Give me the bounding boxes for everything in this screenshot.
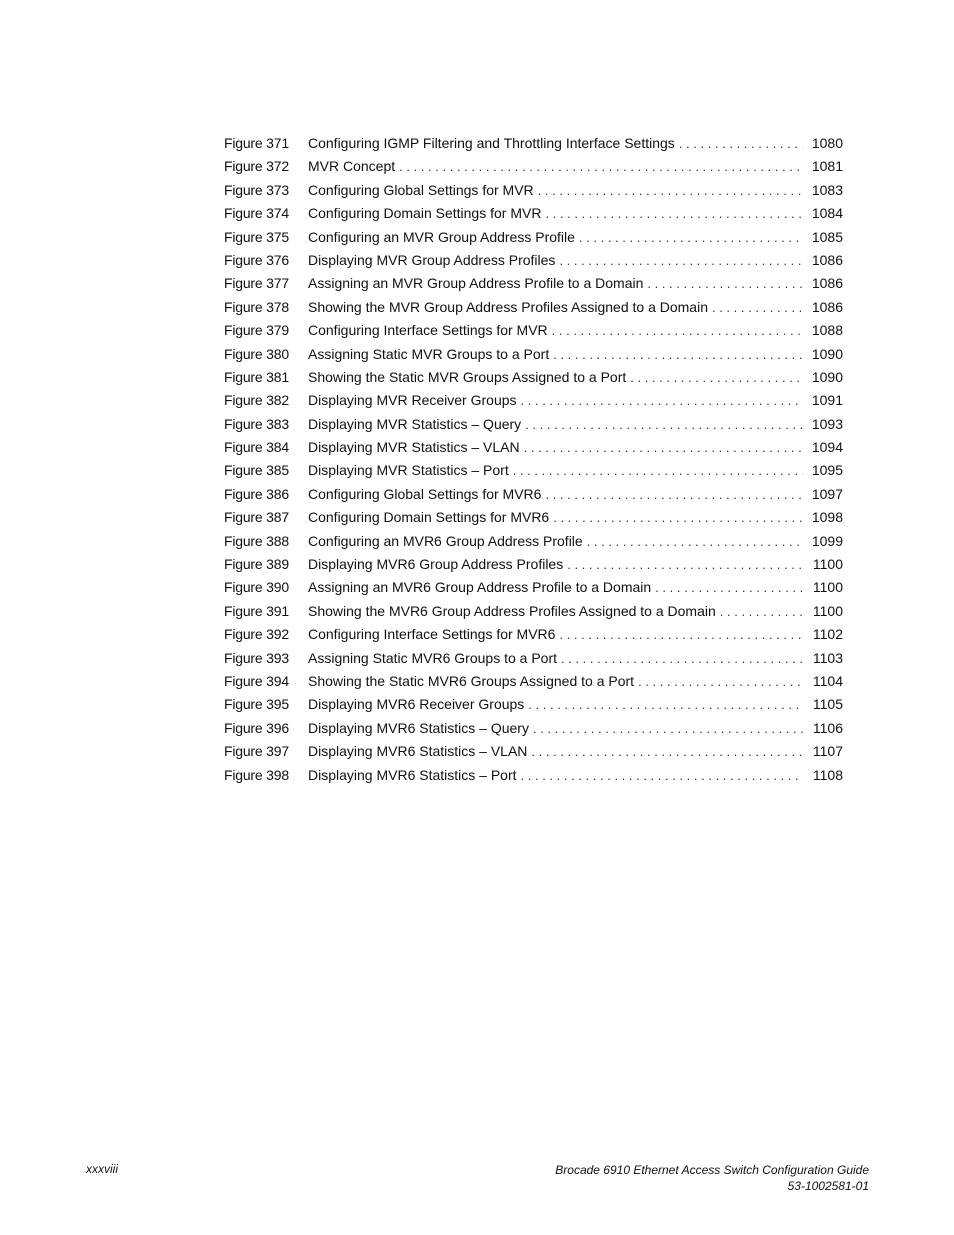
toc-entry[interactable] xyxy=(224,132,843,155)
toc-entry[interactable] xyxy=(224,576,843,599)
figure-page-number: 1102 xyxy=(812,626,843,643)
figure-title: Showing the Static MVR Groups Assigned to a Port xyxy=(308,368,627,385)
dot-leader xyxy=(561,647,803,670)
toc-entry[interactable] xyxy=(224,600,843,623)
toc-entry[interactable] xyxy=(224,389,843,412)
figure-label: Figure 394 xyxy=(224,672,289,689)
toc-entry[interactable] xyxy=(224,226,843,249)
figure-page-number: 1098 xyxy=(811,509,843,526)
figure-page-number: 1106 xyxy=(812,719,843,736)
figure-label: Figure 387 xyxy=(224,509,289,526)
figure-page-number: 1104 xyxy=(812,672,843,689)
dot-leader xyxy=(531,740,803,763)
dot-leader xyxy=(552,319,803,342)
dot-leader xyxy=(647,272,803,295)
figure-label: Figure 371 xyxy=(224,135,289,151)
figure-label: Figure 379 xyxy=(224,322,289,339)
figure-label: Figure 385 xyxy=(224,462,289,479)
dot-leader xyxy=(630,366,803,389)
toc-entry[interactable] xyxy=(224,343,843,366)
figure-page-number: 1100 xyxy=(812,602,843,619)
figure-page-number: 1108 xyxy=(812,766,843,783)
figure-page-number: 1080 xyxy=(811,135,843,151)
figure-title: Showing the MVR6 Group Address Profiles Assigned to a Domain xyxy=(308,602,716,619)
figure-label: Figure 376 xyxy=(224,251,289,268)
toc-entry[interactable] xyxy=(224,740,843,763)
footer-document-info xyxy=(555,1162,869,1194)
dot-leader xyxy=(587,530,803,553)
figure-title: Configuring Interface Settings for MVR6 xyxy=(308,626,556,643)
toc-entry[interactable] xyxy=(224,413,843,436)
figure-title: Displaying MVR6 Statistics – VLAN xyxy=(308,743,528,760)
toc-entry[interactable] xyxy=(224,249,843,272)
dot-leader xyxy=(521,389,803,412)
figure-title: Showing the MVR Group Address Profiles Assigned to a Domain xyxy=(308,298,708,315)
figure-title: Assigning an MVR Group Address Profile to a Domain xyxy=(308,275,644,292)
dot-leader xyxy=(559,249,803,272)
figure-label: Figure 386 xyxy=(224,485,289,502)
figure-label: Figure 396 xyxy=(224,719,289,736)
figure-title: Displaying MVR6 Group Address Profiles xyxy=(308,556,564,573)
dot-leader xyxy=(559,623,803,646)
figure-label: Figure 377 xyxy=(224,275,289,292)
figure-page-number: 1105 xyxy=(812,696,843,713)
figure-label: Figure 378 xyxy=(224,298,289,315)
toc-entry[interactable] xyxy=(224,366,843,389)
toc-entry[interactable] xyxy=(224,553,843,576)
footer-guide-title: Brocade 6910 Ethernet Access Switch Configuration Guide xyxy=(555,1163,869,1177)
figure-title: Showing the Static MVR6 Groups Assigned to a Port xyxy=(308,672,635,689)
dot-leader xyxy=(524,436,803,459)
figure-label: Figure 390 xyxy=(224,579,289,596)
figure-page-number: 1097 xyxy=(811,485,843,502)
figure-title: Configuring Global Settings for MVR xyxy=(308,181,534,198)
figure-page-number: 1095 xyxy=(811,462,843,479)
figure-label: Figure 381 xyxy=(224,368,289,385)
footer-doc-number: 53-1002581-01 xyxy=(787,1179,869,1193)
figure-label: Figure 395 xyxy=(224,696,289,713)
figure-title: Configuring Domain Settings for MVR6 xyxy=(308,509,550,526)
figure-title: Configuring Interface Settings for MVR xyxy=(308,322,548,339)
figure-title: Assigning Static MVR6 Groups to a Port xyxy=(308,649,557,666)
figure-page-number: 1100 xyxy=(812,556,843,573)
toc-entry[interactable] xyxy=(224,272,843,295)
dot-leader xyxy=(528,693,803,716)
figure-label: Figure 382 xyxy=(224,392,289,409)
figure-title: Configuring Domain Settings for MVR xyxy=(308,205,542,222)
figure-page-number: 1090 xyxy=(811,345,843,362)
dot-leader xyxy=(638,670,803,693)
toc-entry[interactable] xyxy=(224,155,843,178)
figure-page-number: 1099 xyxy=(811,532,843,549)
toc-entry[interactable] xyxy=(224,296,843,319)
toc-entry[interactable] xyxy=(224,530,843,553)
figure-page-number: 1094 xyxy=(811,439,843,456)
toc-entry[interactable] xyxy=(224,506,843,529)
toc-entry[interactable] xyxy=(224,202,843,225)
figure-page-number: 1093 xyxy=(811,415,843,432)
toc-entry[interactable] xyxy=(224,483,843,506)
dot-leader xyxy=(525,413,803,436)
figure-title: Configuring IGMP Filtering and Throttling Interface Settings xyxy=(308,135,675,151)
figure-page-number: 1091 xyxy=(811,392,843,409)
figure-page-number: 1085 xyxy=(811,228,843,245)
figure-title: Displaying MVR Group Address Profiles xyxy=(308,251,556,268)
figure-title: Assigning an MVR6 Group Address Profile to a Domain xyxy=(308,579,652,596)
figure-label: Figure 383 xyxy=(224,415,289,432)
figure-label: Figure 372 xyxy=(224,158,289,175)
dot-leader xyxy=(545,202,803,225)
toc-entry[interactable] xyxy=(224,179,843,202)
figure-label: Figure 398 xyxy=(224,766,289,783)
toc-entry[interactable] xyxy=(224,436,843,459)
dot-leader xyxy=(553,343,803,366)
dot-leader xyxy=(553,506,803,529)
dot-leader xyxy=(521,764,803,787)
figure-title: MVR Concept xyxy=(308,158,396,175)
dot-leader xyxy=(679,132,803,155)
figure-title: Configuring an MVR Group Address Profile xyxy=(308,228,575,245)
toc-entry[interactable] xyxy=(224,623,843,646)
figure-page-number: 1084 xyxy=(811,205,843,222)
figure-page-number: 1103 xyxy=(812,649,843,666)
figure-label: Figure 373 xyxy=(224,181,289,198)
dot-leader xyxy=(720,600,803,623)
dot-leader xyxy=(655,576,803,599)
footer-page-number: xxxviii xyxy=(86,1162,118,1176)
figure-label: Figure 374 xyxy=(224,205,289,222)
figure-label: Figure 375 xyxy=(224,228,289,245)
figure-label: Figure 384 xyxy=(224,439,289,456)
toc-entry[interactable] xyxy=(224,693,843,716)
figure-page-number: 1086 xyxy=(811,251,843,268)
toc-entry[interactable] xyxy=(224,717,843,740)
dot-leader xyxy=(538,179,803,202)
dot-leader xyxy=(545,483,803,506)
figure-title: Displaying MVR Statistics – VLAN xyxy=(308,439,520,456)
figure-page-number: 1088 xyxy=(811,322,843,339)
dot-leader xyxy=(579,226,803,249)
figure-title: Displaying MVR6 Receiver Groups xyxy=(308,696,525,713)
figure-title: Configuring an MVR6 Group Address Profile xyxy=(308,532,583,549)
figure-page-number: 1090 xyxy=(811,368,843,385)
figure-title: Displaying MVR Statistics – Query xyxy=(308,415,522,432)
figure-title: Displaying MVR Statistics – Port xyxy=(308,462,509,479)
figure-label: Figure 388 xyxy=(224,532,289,549)
figure-title: Displaying MVR Receiver Groups xyxy=(308,392,517,409)
figure-title: Assigning Static MVR Groups to a Port xyxy=(308,345,550,362)
toc-entry[interactable] xyxy=(224,647,843,670)
figure-label: Figure 397 xyxy=(224,743,289,760)
figure-page-number: 1107 xyxy=(812,743,843,760)
figure-label: Figure 389 xyxy=(224,556,289,573)
figure-label: Figure 392 xyxy=(224,626,289,643)
figure-title: Configuring Global Settings for MVR6 xyxy=(308,485,542,502)
figure-page-number: 1081 xyxy=(811,158,843,175)
dot-leader xyxy=(533,717,803,740)
figure-page-number: 1083 xyxy=(811,181,843,198)
dot-leader xyxy=(513,459,803,482)
figure-label: Figure 380 xyxy=(224,345,289,362)
figure-label: Figure 391 xyxy=(224,602,289,619)
toc-entry[interactable] xyxy=(224,459,843,482)
toc-entry[interactable] xyxy=(224,670,843,693)
dot-leader xyxy=(712,296,803,319)
figure-title: Displaying MVR6 Statistics – Query xyxy=(308,719,529,736)
list-of-figures xyxy=(224,132,843,787)
figure-label: Figure 393 xyxy=(224,649,289,666)
toc-entry[interactable] xyxy=(224,319,843,342)
figure-title: Displaying MVR6 Statistics – Port xyxy=(308,766,517,783)
figure-page-number: 1086 xyxy=(811,298,843,315)
figure-page-number: 1086 xyxy=(811,275,843,292)
dot-leader xyxy=(567,553,803,576)
figure-page-number: 1100 xyxy=(812,579,843,596)
toc-entry[interactable] xyxy=(224,764,843,787)
dot-leader xyxy=(399,155,803,178)
